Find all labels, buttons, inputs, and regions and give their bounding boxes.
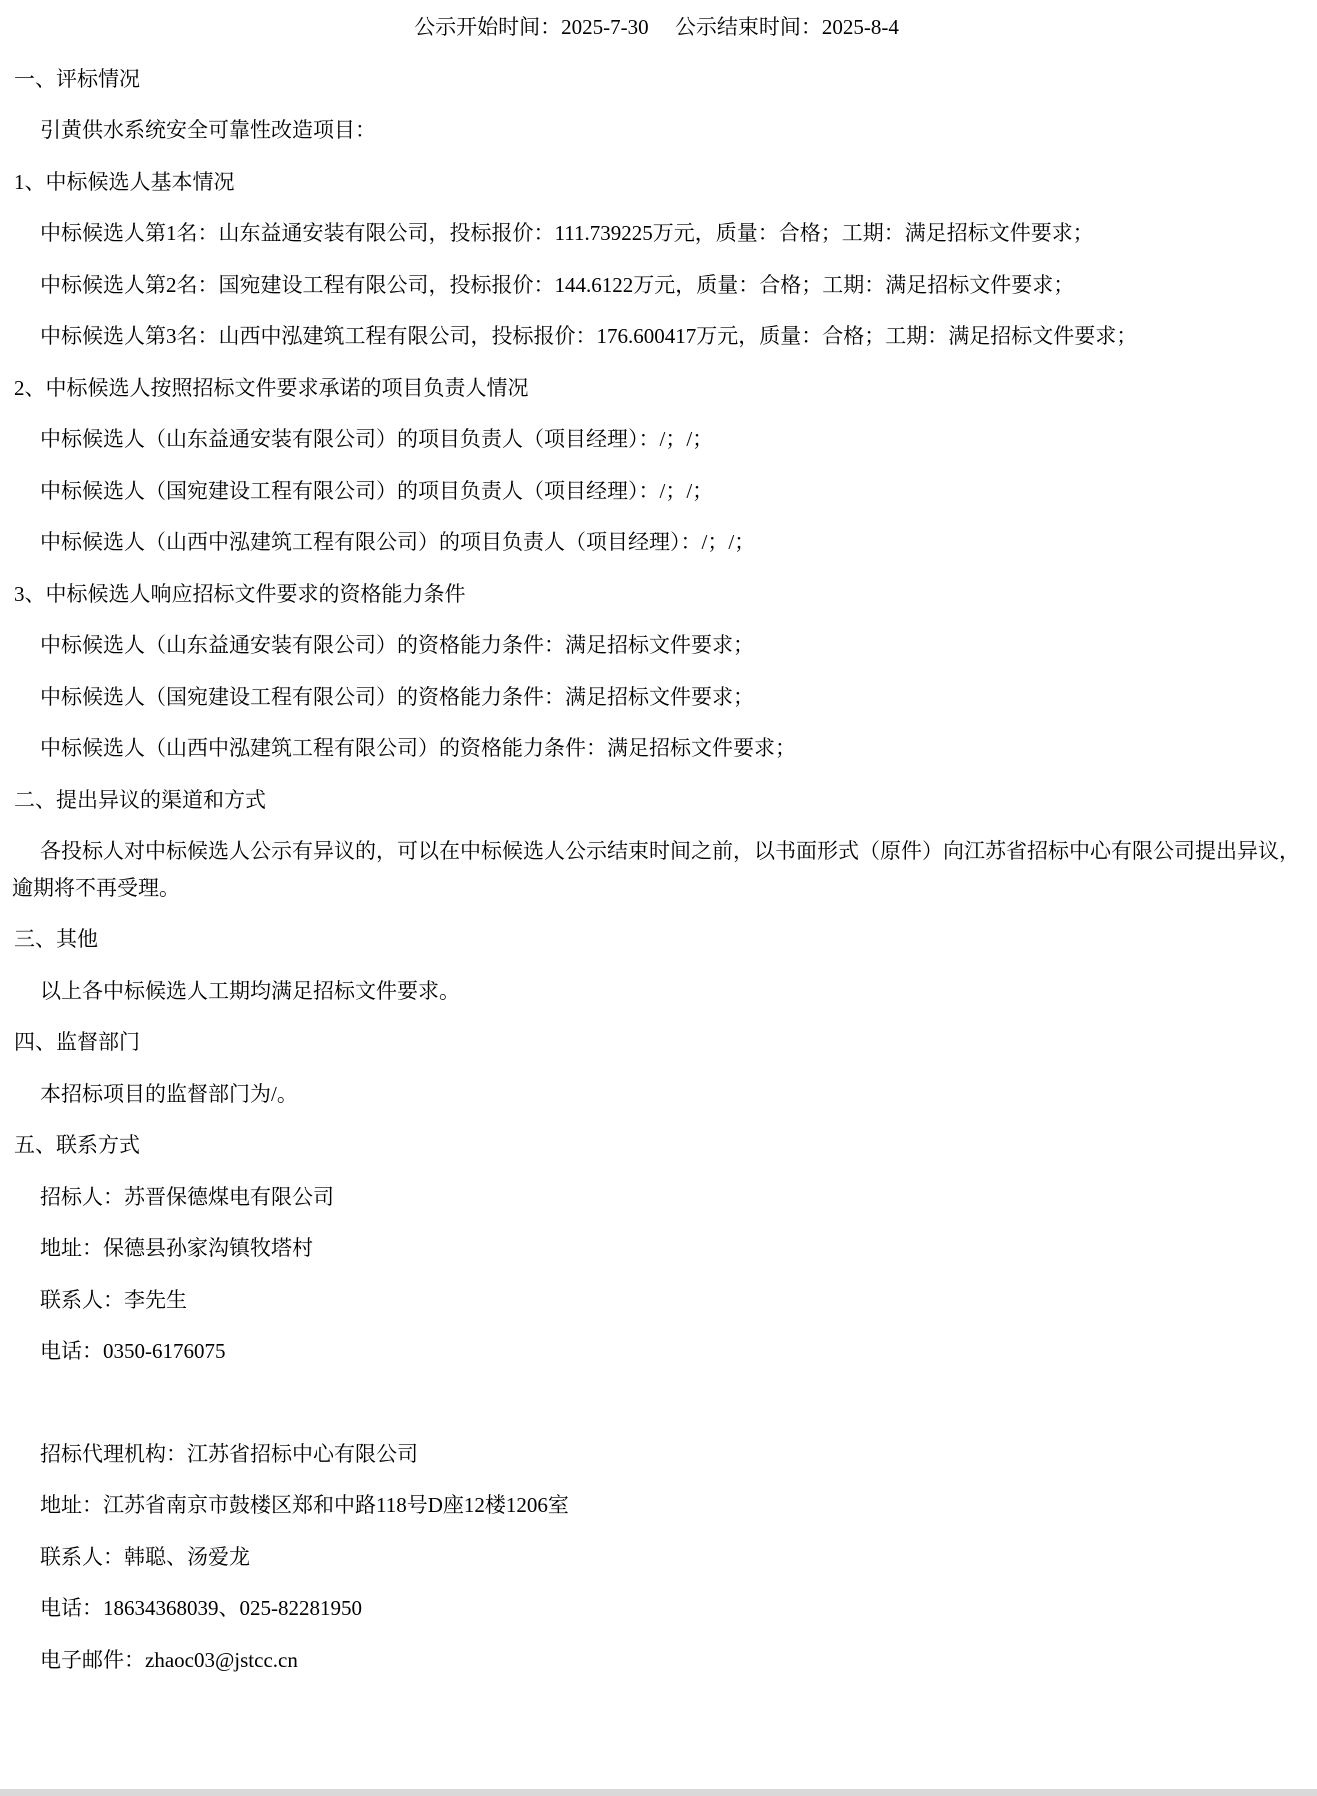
candidate-1-line: 中标候选人第1名：山东益通安装有限公司，投标报价：111.739225万元，质量：合格；工期：满足招标文件要求； bbox=[40, 221, 1094, 245]
project-name-line: 引黄供水系统安全可靠性改造项目： bbox=[40, 118, 376, 142]
agency-address-line: 地址：江苏省南京市鼓楼区郑和中路118号D座12楼1206室 bbox=[40, 1493, 569, 1517]
qual-candidate-3-line: 中标候选人（山西中泓建筑工程有限公司）的资格能力条件：满足招标文件要求； bbox=[40, 736, 796, 760]
tenderer-name-line: 招标人：苏晋保德煤电有限公司 bbox=[40, 1184, 334, 1209]
section-3-heading: 三、其他 bbox=[14, 927, 98, 951]
subsection-2-heading: 2、中标候选人按照招标文件要求承诺的项目负责人情况 bbox=[14, 375, 529, 400]
tenderer-phone-line: 电话：0350-6176075 bbox=[40, 1339, 226, 1363]
candidate-2-line: 中标候选人第2名：国宛建设工程有限公司，投标报价：144.6122万元，质量：合格；工期：满足招标文件要求； bbox=[40, 272, 1075, 297]
candidate-3-line: 中标候选人第3名：山西中泓建筑工程有限公司，投标报价：176.600417万元，质量：合格；工期：满足招标文件要求； bbox=[40, 324, 1138, 348]
section-4-heading: 四、监督部门 bbox=[14, 1030, 140, 1054]
objection-paragraph: 各投标人对中标候选人公示有异议的，可以在中标候选人公示结束时间之前，以书面形式（原件）向江苏省招标中心有限公司提出异议，逾期将不再受理。 bbox=[12, 839, 1300, 900]
pm-candidate-3-line: 中标候选人（山西中泓建筑工程有限公司）的项目负责人（项目经理）：/；/； bbox=[40, 530, 756, 554]
agency-phone-line: 电话：18634368039、025-82281950 bbox=[40, 1596, 362, 1620]
agency-contact-line: 联系人：韩聪、汤爱龙 bbox=[40, 1544, 250, 1569]
pm-candidate-2-line: 中标候选人（国宛建设工程有限公司）的项目负责人（项目经理）：/；/； bbox=[40, 478, 714, 503]
agency-name-line: 招标代理机构：江苏省招标中心有限公司 bbox=[40, 1441, 418, 1466]
section-3-content: 以上各中标候选人工期均满足招标文件要求。 bbox=[40, 978, 460, 1003]
page-bottom-edge bbox=[0, 1789, 1317, 1796]
section-2-heading: 二、提出异议的渠道和方式 bbox=[14, 787, 266, 812]
section-4-content: 本招标项目的监督部门为/。 bbox=[40, 1081, 298, 1106]
subsection-1-heading: 1、中标候选人基本情况 bbox=[14, 169, 235, 194]
subsection-3-heading: 3、中标候选人响应招标文件要求的资格能力条件 bbox=[14, 581, 466, 606]
tenderer-contact-line: 联系人：李先生 bbox=[40, 1287, 187, 1312]
tenderer-address-line: 地址：保德县孙家沟镇牧塔村 bbox=[40, 1236, 313, 1260]
pm-candidate-1-line: 中标候选人（山东益通安装有限公司）的项目负责人（项目经理）：/；/； bbox=[40, 427, 714, 451]
agency-email-line: 电子邮件：zhaoc03@jstcc.cn bbox=[40, 1647, 298, 1672]
publicity-period: 公示开始时间：2025-7-30 公示结束时间：2025-8-4 bbox=[414, 15, 899, 39]
qual-candidate-1-line: 中标候选人（山东益通安装有限公司）的资格能力条件：满足招标文件要求； bbox=[40, 633, 754, 657]
qual-candidate-2-line: 中标候选人（国宛建设工程有限公司）的资格能力条件：满足招标文件要求； bbox=[40, 684, 754, 709]
section-5-heading: 五、联系方式 bbox=[14, 1133, 140, 1157]
section-1-heading: 一、评标情况 bbox=[14, 66, 140, 91]
blank-spacer bbox=[12, 1385, 1301, 1421]
